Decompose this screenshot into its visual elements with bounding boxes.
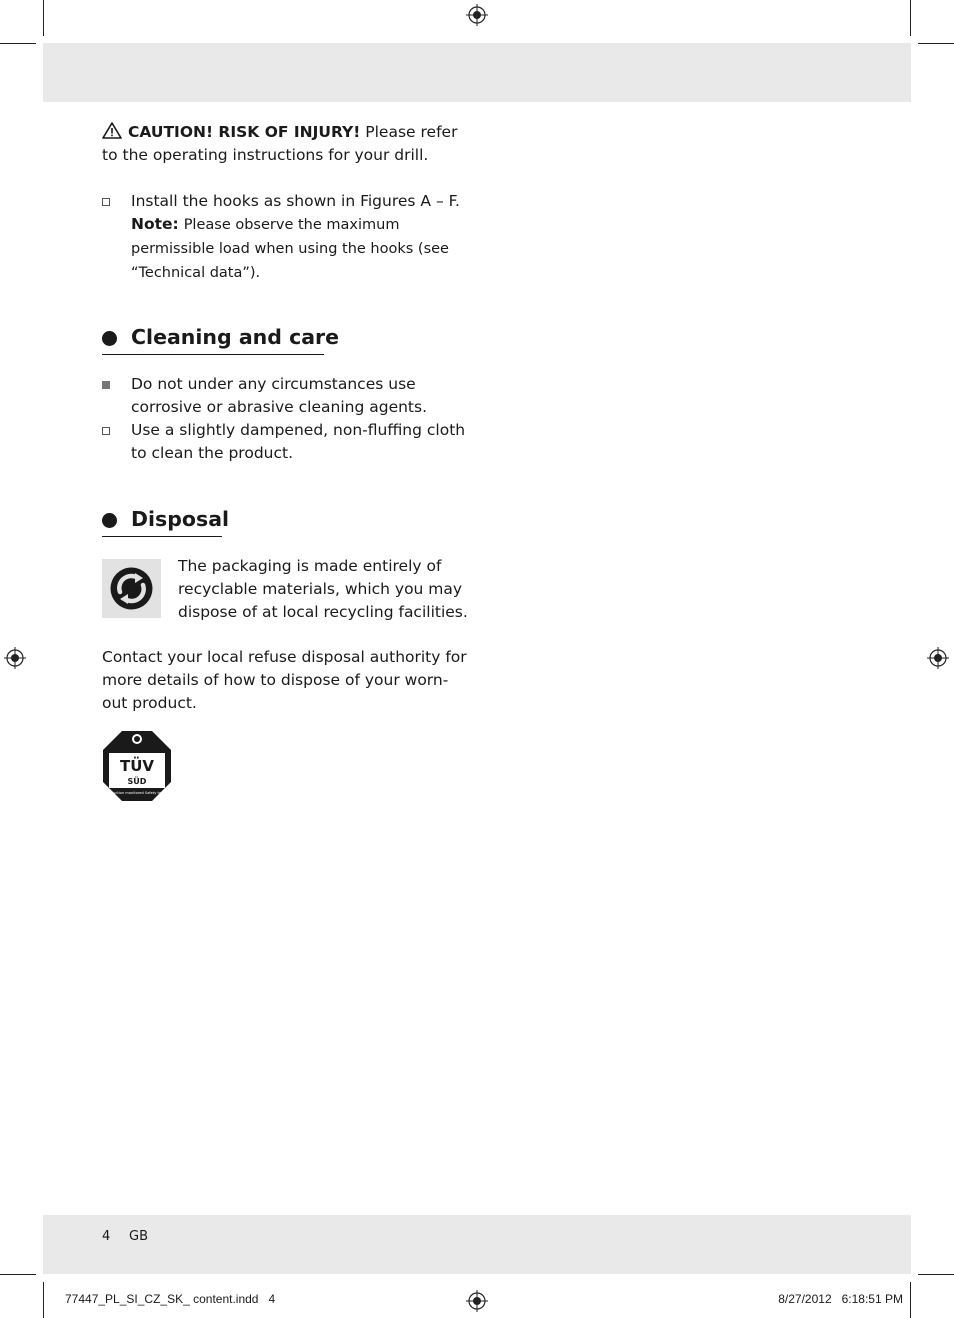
slug-timestamp: 8/27/2012 6:18:51 PM: [778, 1292, 903, 1306]
bullet-dot-icon: [102, 331, 117, 346]
packaging-text: The packaging is made entirely of recyclable materials, which you may dispose of at local recycling facilities.: [178, 557, 468, 621]
crop-mark: [918, 43, 954, 44]
list-item: [102, 373, 467, 419]
list-item-install: [102, 190, 467, 285]
crop-mark: [43, 0, 44, 36]
slug-filename: 77447_PL_SI_CZ_SK_ content.indd 4: [65, 1292, 276, 1306]
list-item: [102, 419, 467, 465]
tuv-brand-text: TÜV: [119, 757, 155, 775]
contact-paragraph: Contact your local refuse disposal authority for more details of how to dispose of your worn-out product.: [102, 648, 467, 712]
note-label: Note:: [131, 215, 179, 233]
recycling-icon-graphic: [102, 559, 161, 618]
crop-mark: [43, 1282, 44, 1318]
caution-paragraph: [102, 121, 467, 167]
crop-mark: [0, 1274, 36, 1275]
crop-mark: [910, 1282, 911, 1318]
list-item-text: Use a slightly dampened, non-fluffing cloth to clean the product.: [131, 421, 466, 462]
note-text: Please observe the maximum permissible load when using the hooks (see “Technical data”).: [131, 217, 449, 281]
registration-mark-icon: [4, 647, 26, 669]
install-text: Install the hooks as shown in Figures A – F.: [131, 192, 460, 210]
page-number: 4: [102, 1229, 111, 1244]
bullet-dot-icon: [102, 513, 117, 528]
warning-triangle-icon: [102, 122, 122, 139]
registration-mark-icon: [466, 1290, 488, 1312]
filled-square-bullet-icon: [102, 381, 110, 389]
language-code: GB: [129, 1229, 148, 1244]
crop-mark: [910, 0, 911, 36]
heading-text: Cleaning and care: [131, 325, 340, 349]
registration-mark-icon: [927, 647, 949, 669]
section-heading-cleaning: [102, 324, 340, 355]
list-item-text: Do not under any circumstances use corrosive or abrasive cleaning agents.: [131, 375, 428, 416]
crop-mark: [0, 43, 36, 44]
checkbox-bullet-icon: [102, 427, 110, 435]
recycling-icon: [102, 559, 161, 618]
footer-band: [43, 1215, 911, 1274]
caution-text: Please refer to the operating instructions for your drill.: [102, 123, 458, 164]
tuv-sub-text: SÜD: [127, 777, 147, 786]
header-band: [43, 43, 911, 102]
tuv-caption: Production monitored Safety tested: [105, 791, 169, 795]
tuv-logo: [102, 730, 172, 802]
caution-title: CAUTION! RISK OF INJURY!: [128, 123, 361, 141]
heading-text: Disposal: [131, 507, 230, 531]
registration-mark-icon: [466, 4, 488, 26]
section-heading-disposal: [102, 506, 230, 537]
crop-mark: [918, 1274, 954, 1275]
checkbox-bullet-icon: [102, 198, 110, 206]
